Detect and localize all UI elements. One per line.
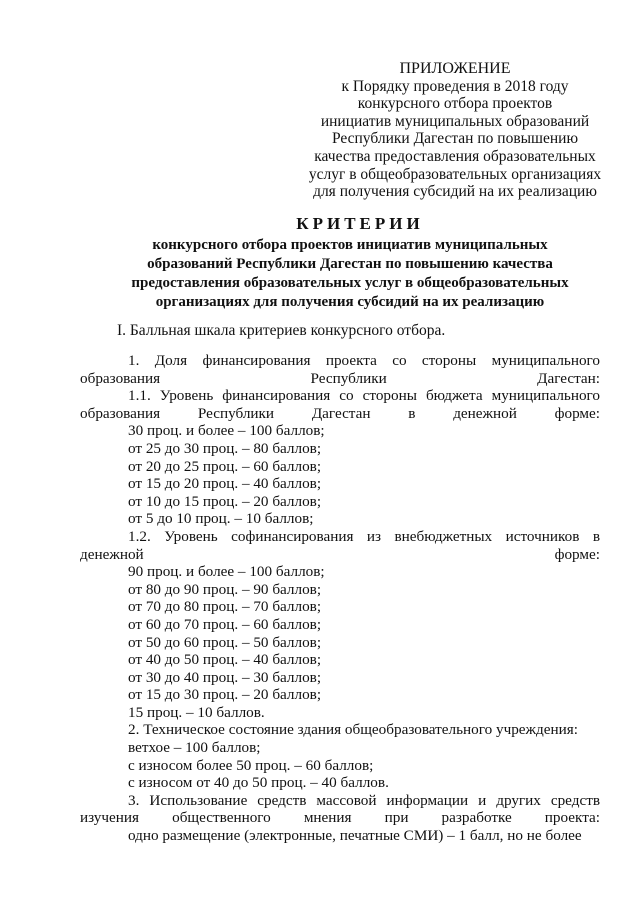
scale-entry: от 60 до 70 проц. – 60 баллов; [128,615,322,633]
scale-entry: от 40 до 50 проц. – 40 баллов; [128,651,322,669]
scale-entry: от 10 до 15 проц. – 20 баллов; [128,492,322,510]
item-3-line: 3. Использование средств массовой информации и других средств [128,791,600,809]
appendix-block [300,60,610,201]
subheading-line: предоставления образовательных услуг в общеобразовательных [131,275,569,291]
item-1-line: 1. Доля финансирования проекта со стороны муниципального [128,352,600,369]
item-3 [80,792,600,827]
item-1-1 [80,387,600,422]
subheading-line: организациях для получения субсидий на их реализацию [155,294,545,310]
subheading-line: образований Республики Дагестан по повышению качества [147,256,553,272]
scale-entry: с износом от 40 до 50 проц. – 40 баллов. [128,774,389,792]
scale-entry: ветхое – 100 баллов; [128,739,261,757]
item-1-1-line: 1.1. Уровень финансирования со стороны бюджета муниципального [128,387,600,405]
item-3-line: изучения общественного мнения при разработке проекта: [80,809,600,827]
scale-entry: от 70 до 80 проц. – 70 баллов; [128,598,322,616]
item-1-line: образования Республики Дагестан: [80,369,600,387]
scale-entry: от 20 до 25 проц. – 60 баллов; [128,457,322,475]
section-title: I. Балльная шкала критериев конкурсного отбора. [117,322,446,339]
appendix-line: Республики Дагестан по повышению [331,130,579,148]
item-1-1-line: образования Республики Дагестан в денежной форме: [80,404,600,422]
scale-entry: с износом более 50 проц. – 60 баллов; [128,756,374,774]
appendix-line: к Порядку проведения в 2018 году [341,77,569,95]
appendix-line: качества предоставления образовательных [314,147,596,165]
scale-entry: от 30 до 40 проц. – 30 баллов; [128,668,322,686]
appendix-line: инициатив муниципальных образований [320,112,590,130]
scale-entry: от 80 до 90 проц. – 90 баллов; [128,580,322,598]
scale-entry: от 15 до 30 проц. – 20 баллов; [128,686,322,704]
scale-entry: от 50 до 60 проц. – 50 баллов; [128,633,322,651]
appendix-line: конкурсного отбора проектов [357,95,553,113]
subheading-line: конкурсного отбора проектов инициатив муниципальных [152,237,548,253]
appendix-title: ПРИЛОЖЕНИЕ [399,60,511,77]
appendix-line: услуг в общеобразовательных организациях [308,165,602,183]
item-1-2 [80,528,600,563]
document-heading: КРИТЕРИИ [296,214,424,233]
scale-entry: 30 проц. и более – 100 баллов; [128,422,325,440]
item-3-line: одно размещение (электронные, печатные СМИ) – 1 балл, но не более [128,827,582,845]
document-subheading [90,236,610,312]
item-2-line: 2. Техническое состояние здания общеобразовательного учреждения: [128,721,578,739]
scale-entry: от 15 до 20 проц. – 40 баллов; [128,475,322,493]
scale-entry: от 5 до 10 проц. – 10 баллов; [128,510,314,528]
scale-entry: 90 проц. и более – 100 баллов; [128,563,325,581]
item-1-2-line: денежной форме: [80,545,600,563]
criteria-body [80,352,600,845]
scale-entry: 15 проц. – 10 баллов. [128,703,265,721]
appendix-line: для получения субсидий на их реализацию [313,183,597,201]
item-1 [80,352,600,387]
item-1-2-line: 1.2. Уровень софинансирования из внебюджетных источников в [128,527,600,545]
scale-entry: от 25 до 30 проц. – 80 баллов; [128,439,322,457]
